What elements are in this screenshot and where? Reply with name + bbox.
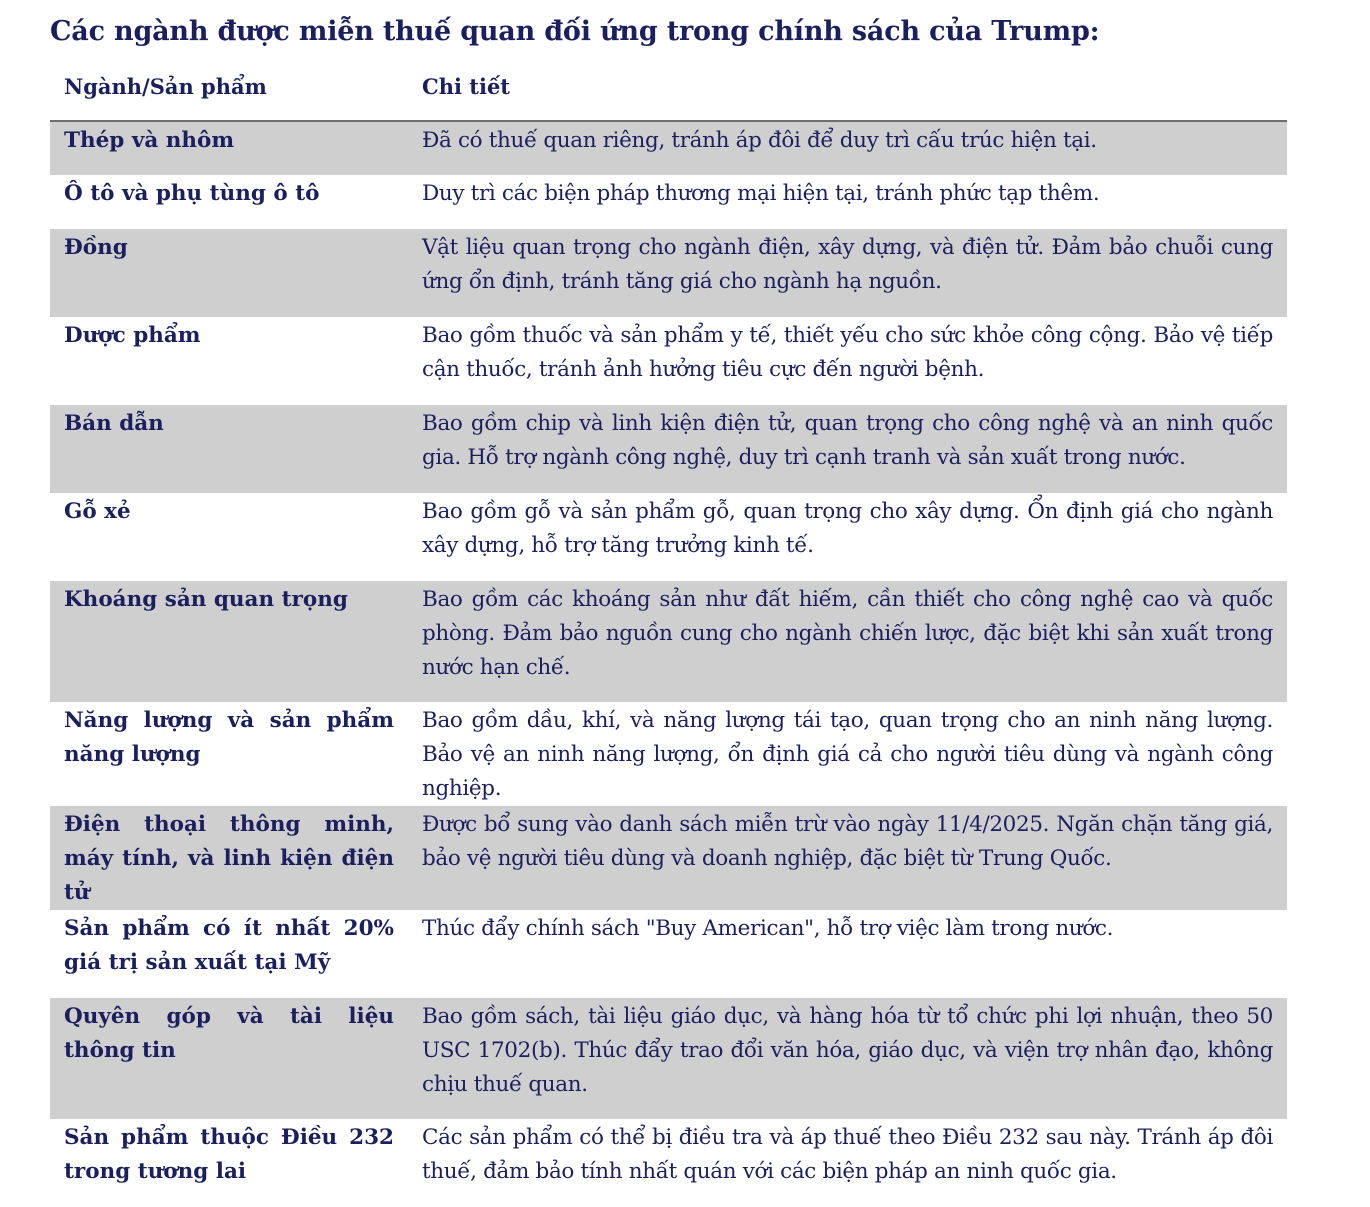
table-row [50,910,1287,998]
detail-cell: Vật liệu quan trọng cho ngành điện, xây dựng, và điện tử. Đảm bảo chuỗi cung ứng ổn định, tránh tăng giá cho ngành hạ nguồn. [408,229,1287,317]
table-row [50,581,1287,702]
table-row [50,998,1287,1119]
document-page [50,0,1287,1207]
table-row [50,806,1287,910]
sector-cell: Sản phẩm thuộc Điều 232 trong tương lai [64,1125,394,1184]
sector-cell: Dược phẩm [64,323,201,348]
sector-cell: Gỗ xẻ [64,499,131,524]
table-row [50,405,1287,493]
header-detail: Chi tiết [408,72,1287,121]
detail-cell: Bao gồm sách, tài liệu giáo dục, và hàng hóa từ tổ chức phi lợi nhuận, theo 50 USC 1702(b). Thúc đẩy trao đổi văn hóa, giáo dục, và viện trợ nhân đạo, không chịu thuế quan. [408,998,1287,1119]
detail-cell: Bao gồm các khoáng sản như đất hiếm, cần thiết cho công nghệ cao và quốc phòng. Đảm bảo nguồn cung cho ngành chiến lược, đặc biệt khi sản xuất trong nước hạn chế. [408,581,1287,702]
table-row [50,317,1287,405]
sector-cell: Bán dẫn [50,405,408,493]
detail-cell: Đã có thuế quan riêng, tránh áp đôi để duy trì cấu trúc hiện tại. [408,121,1287,175]
detail-cell: Bao gồm chip và linh kiện điện tử, quan trọng cho công nghệ và an ninh quốc gia. Hỗ trợ ngành công nghệ, duy trì cạnh tranh và sản xuất trong nước. [408,405,1287,493]
table-row [50,493,1287,581]
sector-cell: Đồng [50,229,408,317]
table-row [50,1119,1287,1207]
table-header-row [50,72,1287,121]
table-row [50,229,1287,317]
sector-cell: Quyên góp và tài liệu thông tin [50,998,408,1119]
sector-cell: Sản phẩm có ít nhất 20% giá trị sản xuất tại Mỹ [64,916,394,975]
detail-cell: Các sản phẩm có thể bị điều tra và áp thuế theo Điều 232 sau này. Tránh áp đôi thuế, đảm bảo tính nhất quán với các biện pháp an ninh quốc gia. [422,1125,1273,1184]
table-row [50,702,1287,806]
detail-cell: Duy trì các biện pháp thương mại hiện tại, tránh phức tạp thêm. [422,181,1100,206]
detail-cell: Bao gồm thuốc và sản phẩm y tế, thiết yếu cho sức khỏe công cộng. Bảo vệ tiếp cận thuốc, tránh ảnh hưởng tiêu cực đến người bệnh. [422,323,1273,382]
header-sector: Ngành/Sản phẩm [50,72,408,121]
document-title: Các ngành được miễn thuế quan đối ứng trong chính sách của Trump: [50,16,1100,47]
detail-cell: Bao gồm gỗ và sản phẩm gỗ, quan trọng cho xây dựng. Ổn định giá cho ngành xây dựng, hỗ trợ tăng trưởng kinh tế. [422,499,1273,558]
sector-cell: Năng lượng và sản phẩm năng lượng [64,708,394,767]
sector-cell: Ô tô và phụ tùng ô tô [64,181,320,206]
sector-cell: Điện thoại thông minh, máy tính, và linh kiện điện tử [50,806,408,910]
table-row [50,175,1287,229]
detail-cell: Được bổ sung vào danh sách miễn trừ vào ngày 11/4/2025. Ngăn chặn tăng giá, bảo vệ người tiêu dùng và doanh nghiệp, đặc biệt từ Trung Quốc. [408,806,1287,910]
detail-cell: Bao gồm dầu, khí, và năng lượng tái tạo, quan trọng cho an ninh năng lượng. Bảo vệ an ninh năng lượng, ổn định giá cả cho người tiêu dùng và ngành công nghiệp. [422,708,1273,801]
detail-cell: Thúc đẩy chính sách "Buy American", hỗ trợ việc làm trong nước. [422,916,1114,941]
table-row [50,121,1287,175]
exemption-table [50,72,1287,1207]
sector-cell: Thép và nhôm [50,121,408,175]
sector-cell: Khoáng sản quan trọng [50,581,408,702]
